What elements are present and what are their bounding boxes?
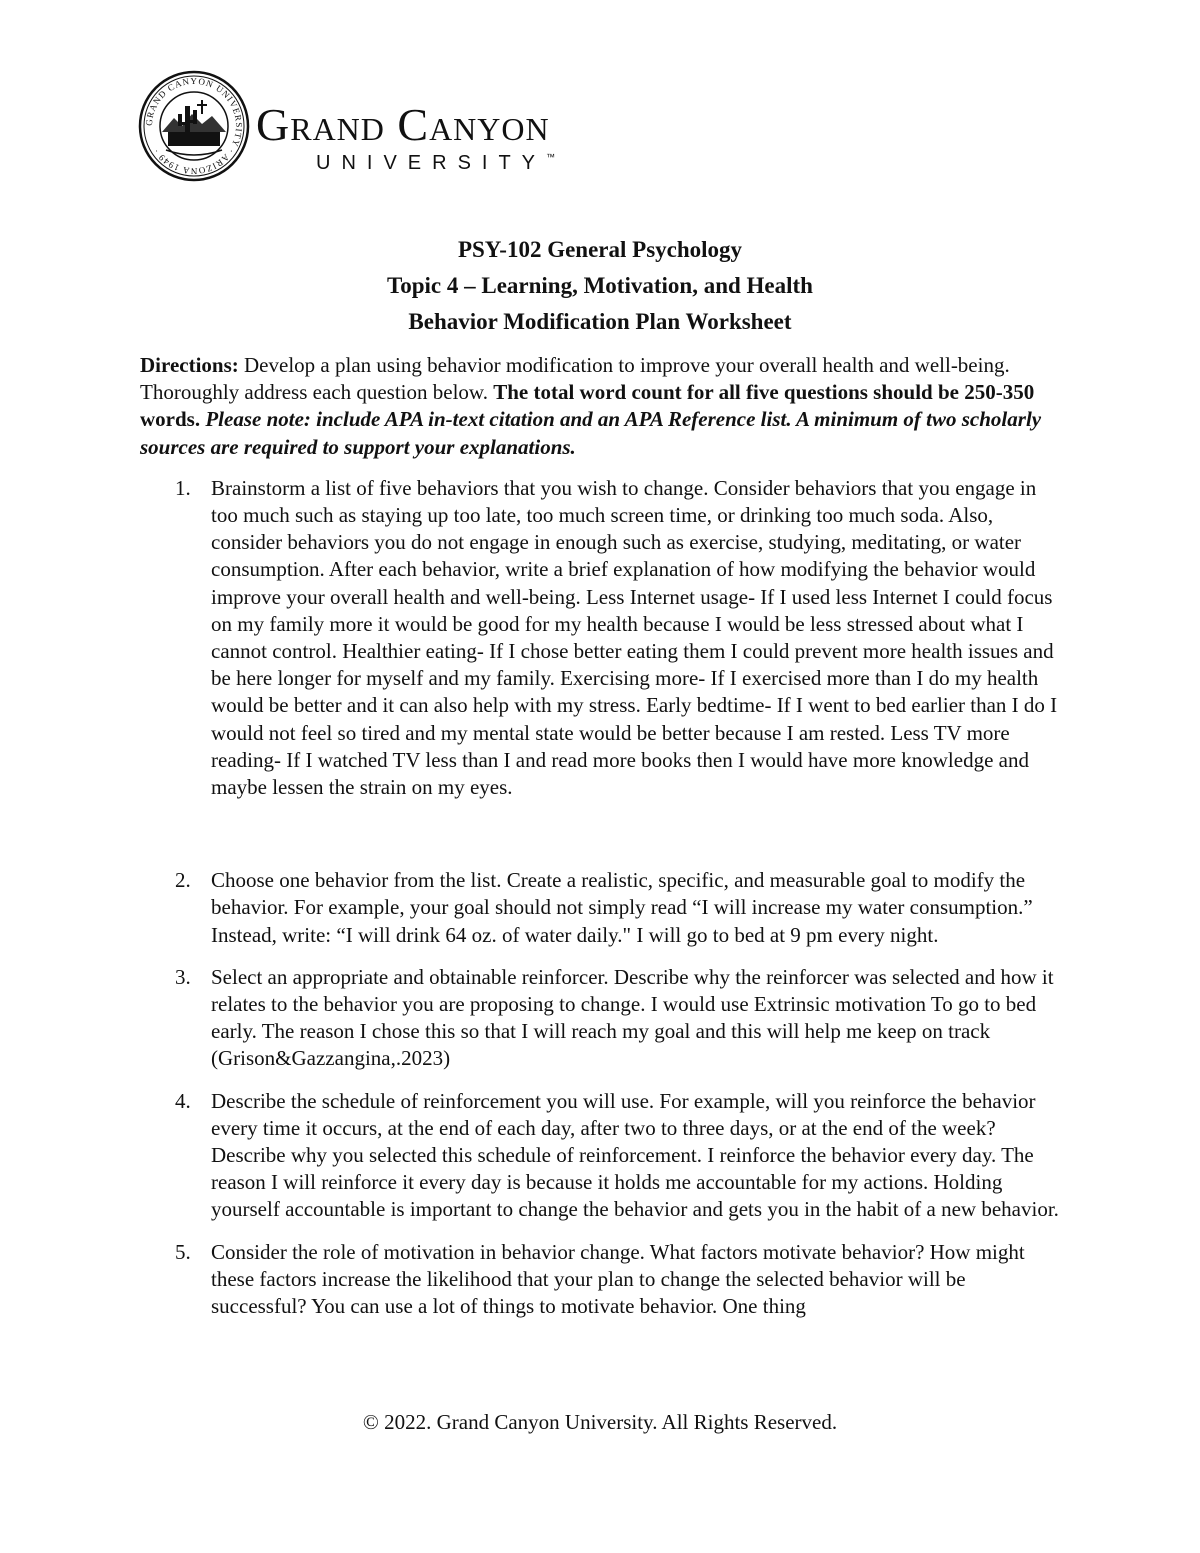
- question-item: [140, 867, 1065, 949]
- question-text: Consider the role of motivation in behavior change. What factors motivate behavior? How might these factors increase the likelihood that your plan to change the selected behavior will be successful? You can use a lot of things to motivate behavior. One thing: [211, 1239, 1025, 1319]
- directions-paragraph: [140, 352, 1065, 461]
- directions-label: Directions:: [140, 353, 239, 377]
- question-text: Brainstorm a list of five behaviors that you wish to change. Consider behaviors that you engage in too much such as staying up too late, too much screen time, or drinking too much soda. Also, consider behaviors you do not engage in enough such as exercise, studying, meditating, or water consumption. After each behavior, write a brief explanation of how modifying the behavior would improve your overall health and well-being. Less Internet usage- If I used less Internet I could focus on my family more it would be good for my health because I would be less stressed about what I cannot control. Healthier eating- If I chose better eating them I could prevent more health issues and be here longer for myself and my family. Exercising more- If I exercised more than I do my health would be better and it can also help with my stress. Early bedtime- If I went to bed earlier than I do I would not feel so tired and my mental state would be better because I am rested. Less TV more reading- If I watched TV less than I and read more books then I would have more knowledge and maybe lessen the strain on my eyes.: [211, 475, 1058, 800]
- directions-word-count: The total word count for all five questions should be 250-350 words: [140, 380, 1035, 432]
- question-number: 1.: [175, 475, 191, 500]
- question-item: [140, 475, 1065, 801]
- question-number: 2.: [175, 868, 191, 893]
- university-wordmark: [256, 99, 556, 175]
- wordmark-university: UNIVERSITY™: [316, 152, 556, 174]
- worksheet-content: [140, 352, 1065, 1335]
- course-title: PSY-102 General Psychology: [457, 237, 743, 262]
- worksheet-title: Behavior Modification Plan Worksheet: [408, 309, 792, 334]
- questions-list: [140, 475, 1065, 1320]
- copyright-footer: © 2022. Grand Canyon University. All Rights Reserved.: [362, 1410, 838, 1434]
- directions-apa-note: Please note: include APA in-text citation and an APA Reference list. A minimum of two scholarly sources are required to support your explanations.: [140, 407, 1042, 459]
- topic-title: Topic 4 – Learning, Motivation, and Health: [387, 273, 813, 298]
- question-item: [140, 1239, 1065, 1321]
- question-number: 3.: [175, 964, 191, 989]
- question-text: Select an appropriate and obtainable reinforcer. Describe why the reinforcer was selected and how it relates to the behavior you are proposing to change. I would use Extrinsic motivation To go to bed early. The reason I chose this so that I will reach my goal and this will help me keep on track (Grison&Gazzangina,.2023): [211, 964, 1054, 1071]
- question-item: [140, 1088, 1065, 1224]
- university-seal-icon: [138, 70, 250, 182]
- wordmark-grand-canyon: Grand Canyon: [256, 99, 550, 150]
- question-number: 5.: [175, 1239, 191, 1264]
- question-text: Choose one behavior from the list. Create a realistic, specific, and measurable goal to modify the behavior. For example, your goal should not simply read “I will increase my water consumption.” Instead, write: “I will drink 64 oz. of water daily." I will go to bed at 9 pm every night.: [211, 868, 1033, 947]
- directions-period: .: [194, 407, 206, 432]
- document-titles: [0, 232, 1200, 340]
- svg-text:GRAND CANYON UNIVERSITY · ARIZ: GRAND CANYON UNIVERSITY · ARIZONA 1949 ·: [143, 75, 245, 177]
- directions-text: Develop a plan using behavior modification to improve your overall health and well-being. Thoroughly address each question below.: [140, 353, 1010, 405]
- trademark-symbol: ™: [546, 152, 556, 162]
- question-text: Describe the schedule of reinforcement you will use. For example, will you reinforce the behavior every time it occurs, at the end of each day, after two to three days, or at the end of the week? Describe why you selected this schedule of reinforcement. I reinforce the behavior every day. The reason I will reinforce it every day is because it holds me accountable for my actions. Holding yourself accountable is important to change the behavior and gets you in the habit of a new behavior.: [211, 1088, 1059, 1222]
- question-item: [140, 964, 1065, 1073]
- question-number: 4.: [175, 1088, 191, 1113]
- university-logo: [138, 70, 628, 200]
